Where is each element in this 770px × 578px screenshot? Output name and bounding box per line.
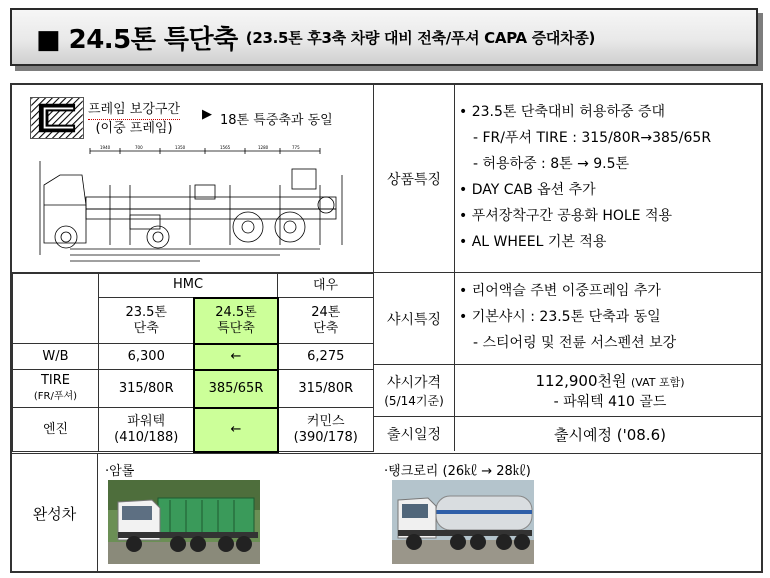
arrow-right-icon: ▶: [202, 107, 212, 122]
cell: 315/80R: [99, 370, 195, 408]
list-item: - 허용하중 : 8톤 → 9.5톤: [473, 156, 630, 172]
product-features-label: 상품특징: [374, 85, 455, 272]
list-item: • 기본샤시 : 23.5톤 단축과 동일: [459, 309, 661, 325]
product-features-list: [455, 85, 761, 272]
list-item: • 23.5톤 단축대비 허용하중 증대: [459, 104, 665, 120]
frame-caption-line1: 프레임 보강구간: [88, 101, 180, 120]
row-label: W/B: [13, 344, 99, 370]
product-features-row: [374, 85, 761, 273]
features-column: [374, 85, 761, 451]
spec-table: [12, 273, 374, 453]
chassis-drawing: [30, 145, 356, 269]
armroll-truck-image: [108, 480, 260, 564]
chassis-price-label-main: 샤시가격: [386, 375, 442, 391]
svg-text:1565: 1565: [220, 145, 231, 150]
list-item: - FR/푸셔 TIRE : 315/80R→385/65R: [473, 130, 712, 146]
row-label-main: TIRE: [40, 372, 71, 388]
svg-text:700: 700: [135, 145, 143, 150]
price-amount: 112,900천원: [535, 372, 627, 390]
cell: ←: [194, 344, 277, 370]
content-panel: [10, 83, 763, 573]
cell: 385/65R: [194, 370, 277, 408]
spec-col-23-5t: 23.5톤 단축: [99, 298, 195, 344]
list-item: • DAY CAB 옵션 추가: [459, 182, 596, 198]
chassis-price-label-sub: (5/14기준): [384, 394, 444, 408]
title-bar: [10, 8, 758, 66]
table-row: [13, 408, 374, 452]
finished-vehicles-label: 완성차: [12, 454, 98, 572]
frame-note: 18톤 특중축과 동일: [220, 113, 333, 128]
frame-drawing-area: [12, 85, 374, 273]
tanklorry-truck-image: [392, 480, 534, 564]
finished-vehicles-section: [12, 453, 761, 571]
table-row: [13, 370, 374, 408]
chassis-features-row: [374, 273, 761, 365]
chassis-price-content: [455, 365, 761, 416]
cell: 파워텍 (410/188): [99, 408, 195, 452]
list-item: • 푸셔장착구간 공용화 HOLE 적용: [459, 208, 673, 224]
chassis-price-row: [374, 365, 761, 417]
list-item: • AL WHEEL 기본 적용: [459, 234, 607, 250]
cell: ←: [194, 408, 277, 452]
page-title: ■ 24.5톤 특단축: [36, 24, 238, 55]
row-label: [13, 370, 99, 408]
table-row: [13, 344, 374, 370]
page-subtitle: (23.5톤 후3축 차량 대비 전축/푸셔 CAPA 증대차종): [245, 28, 596, 47]
price-vat-note: (VAT 포함): [630, 376, 685, 389]
spec-group-daewoo: 대우: [278, 274, 374, 298]
frame-caption-line2: (이중 프레임): [95, 121, 173, 136]
release-row: [374, 417, 761, 451]
cell: 6,300: [99, 344, 195, 370]
release-value: 출시예정 ('08.6): [554, 425, 666, 444]
cell: 315/80R: [278, 370, 374, 408]
release-label: 출시일정: [374, 417, 455, 451]
photo-label-tanklorry: ·탱크로리 (26㎘ → 28㎘): [384, 464, 531, 479]
row-label: 엔진: [13, 408, 99, 452]
svg-text:1940: 1940: [100, 145, 111, 150]
chassis-price-label: [374, 365, 455, 416]
frame-reinforcement-icon: [30, 97, 84, 139]
cell: 6,275: [278, 344, 374, 370]
list-item: • 리어액슬 주변 이중프레임 추가: [459, 283, 661, 299]
list-item: - 스티어링 및 전륜 서스펜션 보강: [473, 335, 677, 351]
frame-caption: [88, 101, 180, 138]
spec-col-24t: 24톤 단축: [278, 298, 374, 344]
svg-text:1280: 1280: [258, 145, 269, 150]
svg-text:1350: 1350: [175, 145, 186, 150]
chassis-price-value: [535, 370, 684, 391]
spec-col-24-5t: 24.5톤 특단축: [194, 298, 277, 344]
spec-corner: [13, 274, 99, 344]
photo-label-armroll: ·암롤: [105, 464, 135, 479]
chassis-features-label: 샤시특징: [374, 273, 455, 364]
row-label-sub: (FR/푸셔): [33, 390, 78, 402]
spec-group-hmc: HMC: [99, 274, 278, 298]
chassis-features-list: [455, 273, 761, 364]
svg-text:775: 775: [292, 145, 300, 150]
price-engine-note: - 파워텍 410 골드: [553, 394, 667, 410]
cell: 커민스 (390/178): [278, 408, 374, 452]
